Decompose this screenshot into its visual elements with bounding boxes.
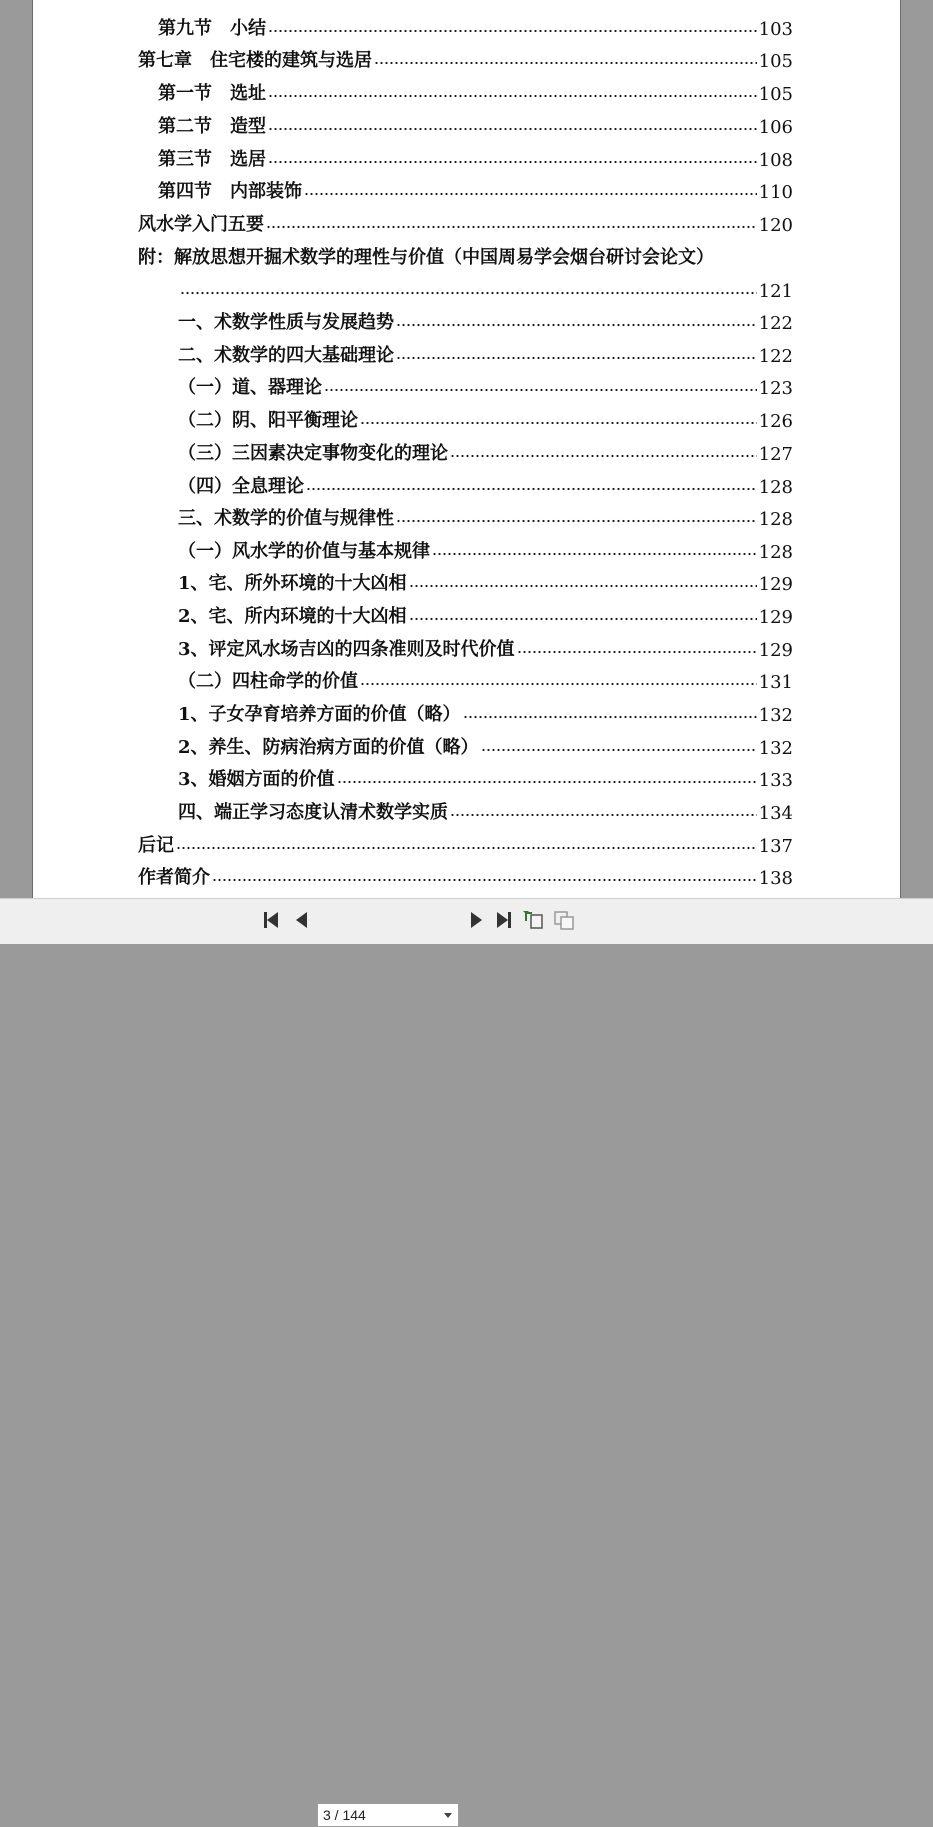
toc-leader-dots [409,584,757,588]
toc-leader-dots [304,192,757,196]
toc-entry-page: 106 [758,117,793,138]
toc-entry-page: 127 [758,444,793,465]
toc-entry-page: 108 [758,150,793,171]
toc-entry-title: 第九节 小结 [158,18,266,39]
toc-entry-title: （三）三因素决定事物变化的理论 [178,443,448,464]
toc-entry[interactable] [178,402,793,432]
previous-page-button[interactable] [288,907,314,933]
toc-entry[interactable] [178,272,793,302]
toc-leader-dots [374,61,757,65]
viewer-toolbar [0,898,933,1823]
toc-entry-page: 133 [758,770,793,791]
toc-entry-page: 129 [758,574,793,595]
document-viewer[interactable] [0,0,933,898]
toc-entry[interactable] [138,206,793,236]
toc-entry-title: 三、术数学的价值与规律性 [178,508,394,529]
toc-entry[interactable] [178,435,793,465]
toc-leader-dots [176,846,757,850]
toc-entry-page: 122 [758,313,793,334]
rotate-page-button[interactable] [521,907,547,933]
toc-entry-title: 3、婚姻方面的价值 [178,769,335,790]
toc-leader-dots [360,421,757,425]
toc-leader-dots [517,650,757,654]
toc-entry[interactable] [178,468,793,498]
next-page-button[interactable] [463,907,489,933]
toc-leader-dots [463,715,757,719]
next-page-icon [471,912,482,928]
toc-entry-page: 132 [758,738,793,759]
toc-leader-dots [396,323,757,327]
toc-entry[interactable] [178,304,793,334]
toc-entry[interactable] [158,10,793,40]
toc-entry-title: 二、术数学的四大基础理论 [178,345,394,366]
toc-entry-page: 126 [758,411,793,432]
toc-entry[interactable] [178,565,793,595]
toc-leader-dots [180,291,757,295]
toc-entry[interactable] [158,141,793,171]
toc-entry-page: 128 [758,477,793,498]
toc-entry[interactable] [178,598,793,628]
toc-entry-page: 110 [758,182,793,203]
toc-entry-title: 后记 [138,835,174,856]
toc-entry-title: 一、术数学性质与发展趋势 [178,312,394,333]
toc-entry-page: 132 [758,705,793,726]
toc-leader-dots [450,813,757,817]
toc-entry-title: 第一节 选址 [158,83,266,104]
fit-page-button[interactable] [551,907,577,933]
toc-entry-title: 第七章 住宅楼的建筑与选居 [138,50,372,71]
toc-entry[interactable] [138,42,793,72]
toc-leader-dots [268,94,757,98]
toc-leader-dots [360,682,757,686]
toc-leader-dots [268,127,757,131]
toc-entry-title: （二）四柱命学的价值 [178,671,358,692]
toc-entry[interactable] [178,729,793,759]
toc-entry[interactable] [178,696,793,726]
toc-leader-dots [266,225,757,229]
page-number-select[interactable] [317,1803,459,1827]
toc-leader-dots [212,878,757,882]
previous-page-icon [296,912,307,928]
rotate-icon [523,909,545,931]
toc-entry[interactable] [138,827,793,857]
toc-entry-title: （一）风水学的价值与基本规律 [178,541,430,562]
toc-entry[interactable] [178,794,793,824]
toc-entry-title: 3、评定风水场吉凶的四条准则及时代价值 [178,639,515,660]
toc-entry[interactable] [138,239,798,269]
toc-leader-dots [481,748,757,752]
toc-leader-dots [450,454,757,458]
toc-entry[interactable] [178,500,793,530]
toc-entry-page: 121 [758,281,793,302]
fit-page-icon [553,909,575,931]
toc-entry[interactable] [158,173,793,203]
toc-entry-title: 1、子女孕育培养方面的价值（略） [178,704,461,725]
toc-entry[interactable] [178,369,793,399]
toc-entry-title: 四、端正学习态度认清术数学实质 [178,802,448,823]
last-page-icon [497,912,511,928]
toc-entry[interactable] [178,663,793,693]
first-page-icon [264,912,278,928]
toc-entry[interactable] [178,631,793,661]
toc-leader-dots [324,388,757,392]
toc-entry[interactable] [158,108,793,138]
toc-entry-title: 第二节 造型 [158,116,266,137]
toc-entry-title: 第三节 选居 [158,149,266,170]
toc-entry-page: 129 [758,607,793,628]
page-indicator: 3 / 144 [323,1807,366,1823]
toc-entry-title: （二）阴、阳平衡理论 [178,410,358,431]
toc-leader-dots [337,780,757,784]
toc-entry-page: 103 [758,19,793,40]
toc-entry[interactable] [158,75,793,105]
toc-entry-page: 128 [758,509,793,530]
toc-leader-dots [409,617,757,621]
toc-entry[interactable] [178,533,793,563]
toc-entry-title: 第四节 内部装饰 [158,181,302,202]
toc-entry-title: （四）全息理论 [178,476,304,497]
toc-entry-page: 134 [758,803,793,824]
first-page-button[interactable] [258,907,284,933]
toc-entry[interactable] [138,859,793,889]
toc-entry-page: 131 [758,672,793,693]
toc-leader-dots [268,160,757,164]
toc-leader-dots [432,552,757,556]
toc-entry-page: 120 [758,215,793,236]
toc-leader-dots [306,487,757,491]
toc-leader-dots [396,519,757,523]
toc-entry-page: 138 [758,868,793,889]
toc-leader-dots [268,29,757,33]
toc-entry-title: 1、宅、所外环境的十大凶相 [178,573,407,594]
chevron-down-icon [444,1813,452,1818]
toc-entry-page: 105 [758,84,793,105]
toc-entry[interactable] [178,337,793,367]
pdf-page [32,0,901,898]
toc-entry-title: 2、宅、所内环境的十大凶相 [178,606,407,627]
toc-entry-page: 123 [758,378,793,399]
toc-entry-title: 风水学入门五要 [138,214,264,235]
toc-entry-title: 作者简介 [138,867,210,888]
toc-entry-page: 128 [758,542,793,563]
toc-entry-page: 129 [758,640,793,661]
toc-entry-title: （一）道、器理论 [178,377,322,398]
toc-leader-dots [396,356,757,360]
toc-entry-page: 137 [758,836,793,857]
toc-entry[interactable] [178,761,793,791]
toc-entry-page: 105 [758,51,793,72]
toc-entry-title: 2、养生、防病治病方面的价值（略） [178,737,479,758]
toc-entry-page: 122 [758,346,793,367]
toc-entry-title: 附：解放思想开掘术数学的理性与价值（中国周易学会烟台研讨会论文） [138,247,714,268]
last-page-button[interactable] [491,907,517,933]
